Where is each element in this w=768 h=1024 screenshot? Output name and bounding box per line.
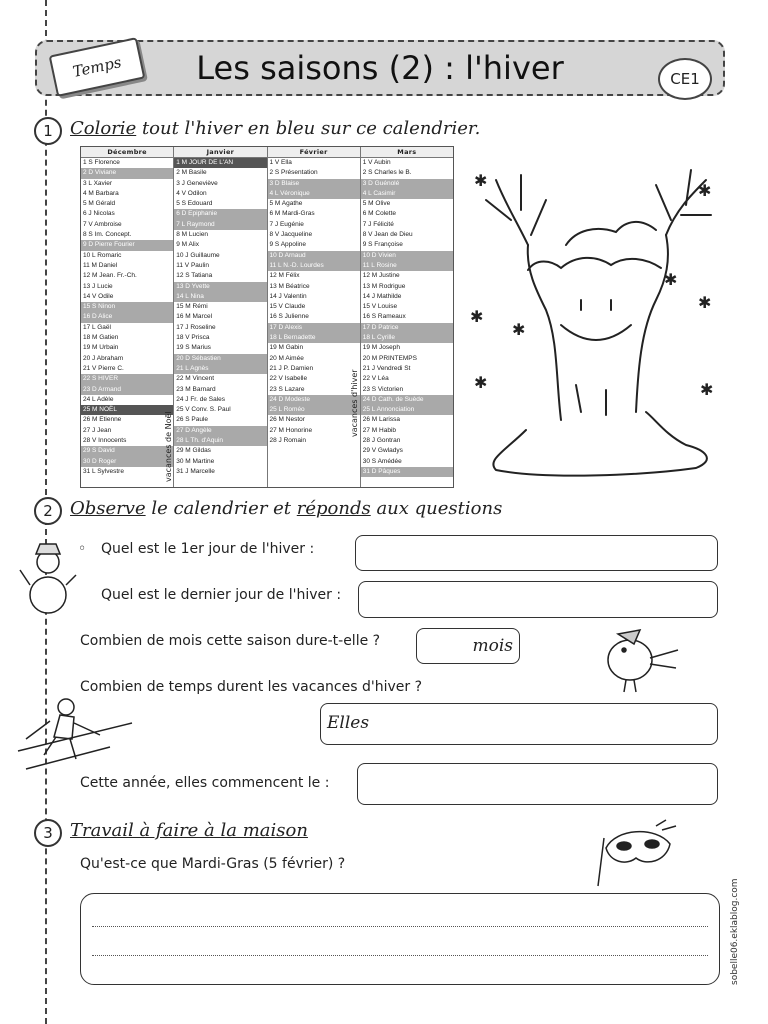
section3-title (70, 820, 308, 841)
carnival-mask-illustration (596, 818, 680, 888)
calendar-day: 14 L Nina (174, 292, 266, 302)
calendar-day: 19 M Urbain (83, 344, 119, 352)
question-first-day: Quel est le 1er jour de l'hiver : (101, 541, 315, 557)
question-last-day: Quel est le dernier jour de l'hiver : (101, 587, 342, 603)
calendar-day: 9 S Françoise (362, 241, 403, 249)
calendar-day: 28 J Romain (269, 437, 306, 445)
subject-tag: Temps (49, 37, 146, 97)
calendar-day: 1 M JOUR DE L'AN (174, 158, 266, 168)
answer-start-date[interactable] (357, 763, 718, 805)
calendar-day: 22 M Vincent (176, 375, 215, 383)
site-credit: sobelle06.eklablog.com (730, 878, 740, 985)
svg-text:✱: ✱ (664, 270, 678, 289)
answer-months-unit: mois (472, 636, 513, 656)
calendar-day: 15 V Louise (362, 303, 398, 311)
calendar-day: 31 J Marcelle (176, 467, 215, 475)
calendar-day: 16 S Rameaux (362, 313, 406, 321)
calendar-day: 1 V Ella (269, 159, 292, 166)
calendar-day: 3 J Geneviève (176, 179, 218, 187)
calendar-day: 19 M Joseph (362, 344, 400, 352)
instruction-observe: Observe (70, 498, 146, 519)
calendar-day: 9 S Appoline (269, 241, 307, 249)
calendar-day: 28 L Th. d'Aquin (174, 436, 266, 446)
calendar-day: 18 L Bernadette (268, 333, 360, 343)
calendar-day: 24 D Modeste (268, 395, 360, 405)
calendar-day: 16 D Alice (81, 312, 173, 322)
calendar-day: 26 M Larissa (362, 416, 400, 424)
calendar-day: 14 J Mathilde (362, 292, 402, 300)
calendar-day: 13 M Béatrice (269, 282, 310, 290)
month-header: Janvier (174, 147, 266, 158)
calendar-day: 27 D Angèle (174, 426, 266, 436)
section2-instruction (70, 498, 502, 519)
calendar-day: 5 M Gérald (83, 200, 116, 208)
vacances-noel-label: vacances de Noël (164, 411, 173, 482)
calendar-day: 25 M NOËL (81, 405, 173, 415)
calendar-day: 16 M Marcel (176, 313, 213, 321)
calendar-day: 1 V Aubin (362, 159, 391, 166)
calendar-day: 5 S Edouard (176, 200, 213, 208)
calendar-day: 28 J Gontran (362, 437, 401, 445)
calendar-day: 6 D Epiphanie (174, 209, 266, 219)
calendar-day: 10 L Romaric (83, 251, 122, 259)
calendar-day: 26 S Paule (176, 416, 209, 424)
homework-answer-area[interactable] (80, 893, 720, 985)
calendar-day: 27 M Honorine (269, 426, 313, 434)
calendar-day: 14 V Odile (83, 292, 114, 300)
svg-text:✱: ✱ (698, 293, 712, 312)
month-days (268, 158, 360, 446)
calendar-day: 30 D Roger (81, 457, 173, 467)
calendar-day: 15 S Ninon (81, 302, 173, 312)
level-badge: CE1 (658, 58, 712, 100)
calendar-day: 30 S Amédée (362, 457, 402, 465)
calendar-day: 1 S Florence (83, 159, 120, 166)
homework-question: Qu'est-ce que Mardi-Gras (5 février) ? (80, 856, 346, 872)
calendar-day: 13 M Rodrigue (362, 282, 406, 290)
page-title: Les saisons (2) : l'hiver (196, 49, 564, 87)
calendar-day: 18 V Prisca (176, 334, 210, 342)
calendar-day: 10 D Vivien (361, 251, 453, 261)
calendar-day: 15 V Claude (269, 303, 306, 311)
calendar-day: 30 M Martine (176, 457, 215, 465)
calendar-day: 9 D Pierre Fourier (81, 240, 173, 250)
calendar-day: 9 M Alix (176, 241, 200, 249)
instruction-rest: tout l'hiver en bleu sur ce calendrier. (136, 118, 481, 139)
calendar-day: 24 J Fr. de Sales (176, 395, 226, 403)
section-number-3: 3 (34, 819, 62, 847)
section1-instruction (70, 118, 480, 139)
calendar-day: 22 V Léa (362, 375, 389, 383)
answer-holiday-length[interactable] (320, 703, 718, 745)
calendar-day: 31 L Sylvestre (83, 467, 124, 475)
calendar-day: 11 M Daniel (83, 261, 118, 269)
calendar-day: 13 D Yvette (174, 282, 266, 292)
calendar-day: 25 V Conv. S. Paul (176, 406, 231, 414)
calendar-day: 29 V Gwladys (362, 447, 403, 455)
writing-line (92, 926, 708, 927)
instruction-text: le calendrier et (145, 498, 297, 519)
calendar-day: 24 D Cath. de Suède (361, 395, 453, 405)
calendar-day: 29 M Gildas (176, 447, 211, 455)
calendar-day: 17 D Patrice (361, 323, 453, 333)
calendar-day: 7 J Félicité (362, 220, 394, 228)
month-header: Décembre (81, 147, 173, 158)
answer-holiday-prefix: Elles (327, 713, 370, 733)
svg-text:✱: ✱ (474, 171, 488, 190)
calendar-day: 4 M Barbara (83, 189, 119, 197)
svg-text:✱: ✱ (700, 380, 714, 399)
month-days (361, 158, 453, 477)
calendar-month-january (174, 147, 267, 487)
calendar-day: 23 S Victorien (362, 385, 404, 393)
instruction-verb: Colorie (70, 118, 137, 139)
calendar-day: 12 S Tatiana (176, 272, 213, 280)
month-header: Février (268, 147, 360, 158)
calendar-day: 20 M Aimée (269, 354, 304, 362)
calendar-month-march (361, 147, 453, 487)
calendar-day: 2 S Charles le B. (362, 169, 412, 177)
answer-last-day[interactable] (358, 581, 718, 618)
calendar-day: 29 S David (81, 446, 173, 456)
calendar-day: 6 M Mardi-Gras (269, 210, 315, 218)
calendar-day: 7 L Raymond (174, 220, 266, 230)
calendar-day: 25 L Annonciation (361, 405, 453, 415)
calendar-day: 21 J P. Damien (269, 364, 314, 372)
calendar-day: 20 M PRINTEMPS (362, 354, 417, 362)
calendar-day: 11 L N.-D. Lourdes (268, 261, 360, 271)
calendar-day: 23 M Barnard (176, 385, 216, 393)
calendar-day: 27 J Jean (83, 426, 112, 434)
calendar-day: 25 L Roméo (268, 405, 360, 415)
calendar-day: 10 J Guillaume (176, 251, 220, 259)
calendar-day: 17 J Roseline (176, 323, 216, 331)
bird-illustration (600, 620, 680, 695)
calendar-day: 28 V Innocents (83, 437, 127, 445)
calendar-day: 31 D Pâques (361, 467, 453, 477)
calendar-day: 19 M Gabin (269, 344, 304, 352)
calendar-day: 6 J Nicolas (83, 210, 115, 218)
snowy-tree-illustration (466, 150, 728, 484)
homework-title: Travail à faire à la maison (70, 820, 308, 841)
vacances-hiver-label: vacances d'hiver (349, 369, 359, 437)
calendar-day: 4 L Véronique (268, 189, 360, 199)
skier-illustration (14, 695, 134, 775)
calendar-day: 26 M Etienne (83, 416, 122, 424)
calendar-day: 27 M Habib (362, 426, 396, 434)
calendar-day: 8 V Jean de Dieu (362, 231, 413, 239)
calendar-day: 17 L Gaël (83, 323, 111, 331)
calendar-day: 16 S Julienne (269, 313, 309, 321)
calendar-day: 22 V Isabelle (269, 375, 308, 383)
month-days (174, 158, 266, 477)
calendar-month-february (268, 147, 361, 487)
calendar-day: 3 D Guénolé (361, 179, 453, 189)
svg-text:✱: ✱ (474, 373, 488, 392)
answer-months[interactable] (416, 628, 520, 664)
calendar-day: 11 V Paulin (176, 261, 210, 269)
calendar-day: 21 V Pierre C. (83, 364, 124, 372)
calendar-day: 8 S Im. Concept. (83, 231, 132, 239)
calendar-day: 22 S HIVER (81, 374, 173, 384)
calendar-day: 6 M Colette (362, 210, 396, 218)
bullet-icon: ◦ (78, 541, 87, 557)
calendar-day: 26 M Nestor (269, 416, 305, 424)
question-months: Combien de mois cette saison dure-t-elle ? (80, 633, 381, 649)
instruction-reponds: réponds (296, 498, 371, 519)
calendar-day: 19 S Marius (176, 344, 211, 352)
calendar-day: 12 M Justine (362, 272, 400, 280)
calendar-day: 20 J Abraham (83, 354, 124, 362)
calendar-day: 21 L Agnès (174, 364, 266, 374)
calendar-day: 21 J Vendredi St (362, 364, 411, 372)
calendar-day: 10 D Arnaud (268, 251, 360, 261)
calendar-day: 4 V Odilon (176, 189, 207, 197)
writing-line (92, 955, 708, 956)
calendar-day: 2 D Viviane (81, 168, 173, 178)
calendar-day: 7 V Ambroise (83, 220, 122, 228)
calendar (80, 146, 454, 488)
calendar-day: 15 M Rémi (176, 303, 208, 311)
calendar-day: 11 L Rosine (361, 261, 453, 271)
svg-text:✱: ✱ (470, 307, 484, 326)
calendar-day: 8 V Jacqueline (269, 231, 313, 239)
svg-text:✱: ✱ (512, 320, 526, 339)
calendar-day: 13 J Lucie (83, 282, 113, 290)
month-days (81, 158, 173, 477)
section-number-2: 2 (34, 497, 62, 525)
calendar-day: 2 S Présentation (269, 169, 318, 177)
question-holiday-length: Combien de temps durent les vacances d'hiver ? (80, 679, 422, 695)
calendar-day: 3 L Xavier (83, 179, 113, 187)
calendar-day: 12 M Jean. Fr.-Ch. (83, 272, 137, 280)
section-number-1: 1 (34, 117, 62, 145)
instruction-text-end: aux questions (370, 498, 503, 519)
calendar-day: 18 M Gatien (83, 334, 119, 342)
answer-first-day[interactable] (355, 535, 718, 571)
svg-text:✱: ✱ (698, 181, 712, 200)
calendar-day: 24 L Adèle (83, 395, 114, 403)
calendar-day: 7 J Eugénie (269, 220, 304, 228)
calendar-day: 20 D Sébastien (174, 354, 266, 364)
calendar-day: 5 M Olive (362, 200, 391, 208)
calendar-day: 23 D Armand (81, 385, 173, 395)
month-header: Mars (361, 147, 453, 158)
question-start-date: Cette année, elles commencent le : (80, 775, 330, 791)
calendar-day: 18 L Cyrille (361, 333, 453, 343)
calendar-day: 3 D Blaise (268, 179, 360, 189)
calendar-day: 12 M Félix (269, 272, 300, 280)
calendar-day: 17 D Alexis (268, 323, 360, 333)
calendar-day: 5 M Agathe (269, 200, 303, 208)
calendar-day: 4 L Casimir (361, 189, 453, 199)
calendar-day: 23 S Lazare (269, 385, 305, 393)
calendar-day: 14 J Valentin (269, 292, 307, 300)
calendar-day: 2 M Basile (176, 169, 207, 177)
calendar-month-december (81, 147, 174, 487)
calendar-day: 8 M Lucien (176, 231, 209, 239)
snowman-illustration (18, 540, 78, 620)
